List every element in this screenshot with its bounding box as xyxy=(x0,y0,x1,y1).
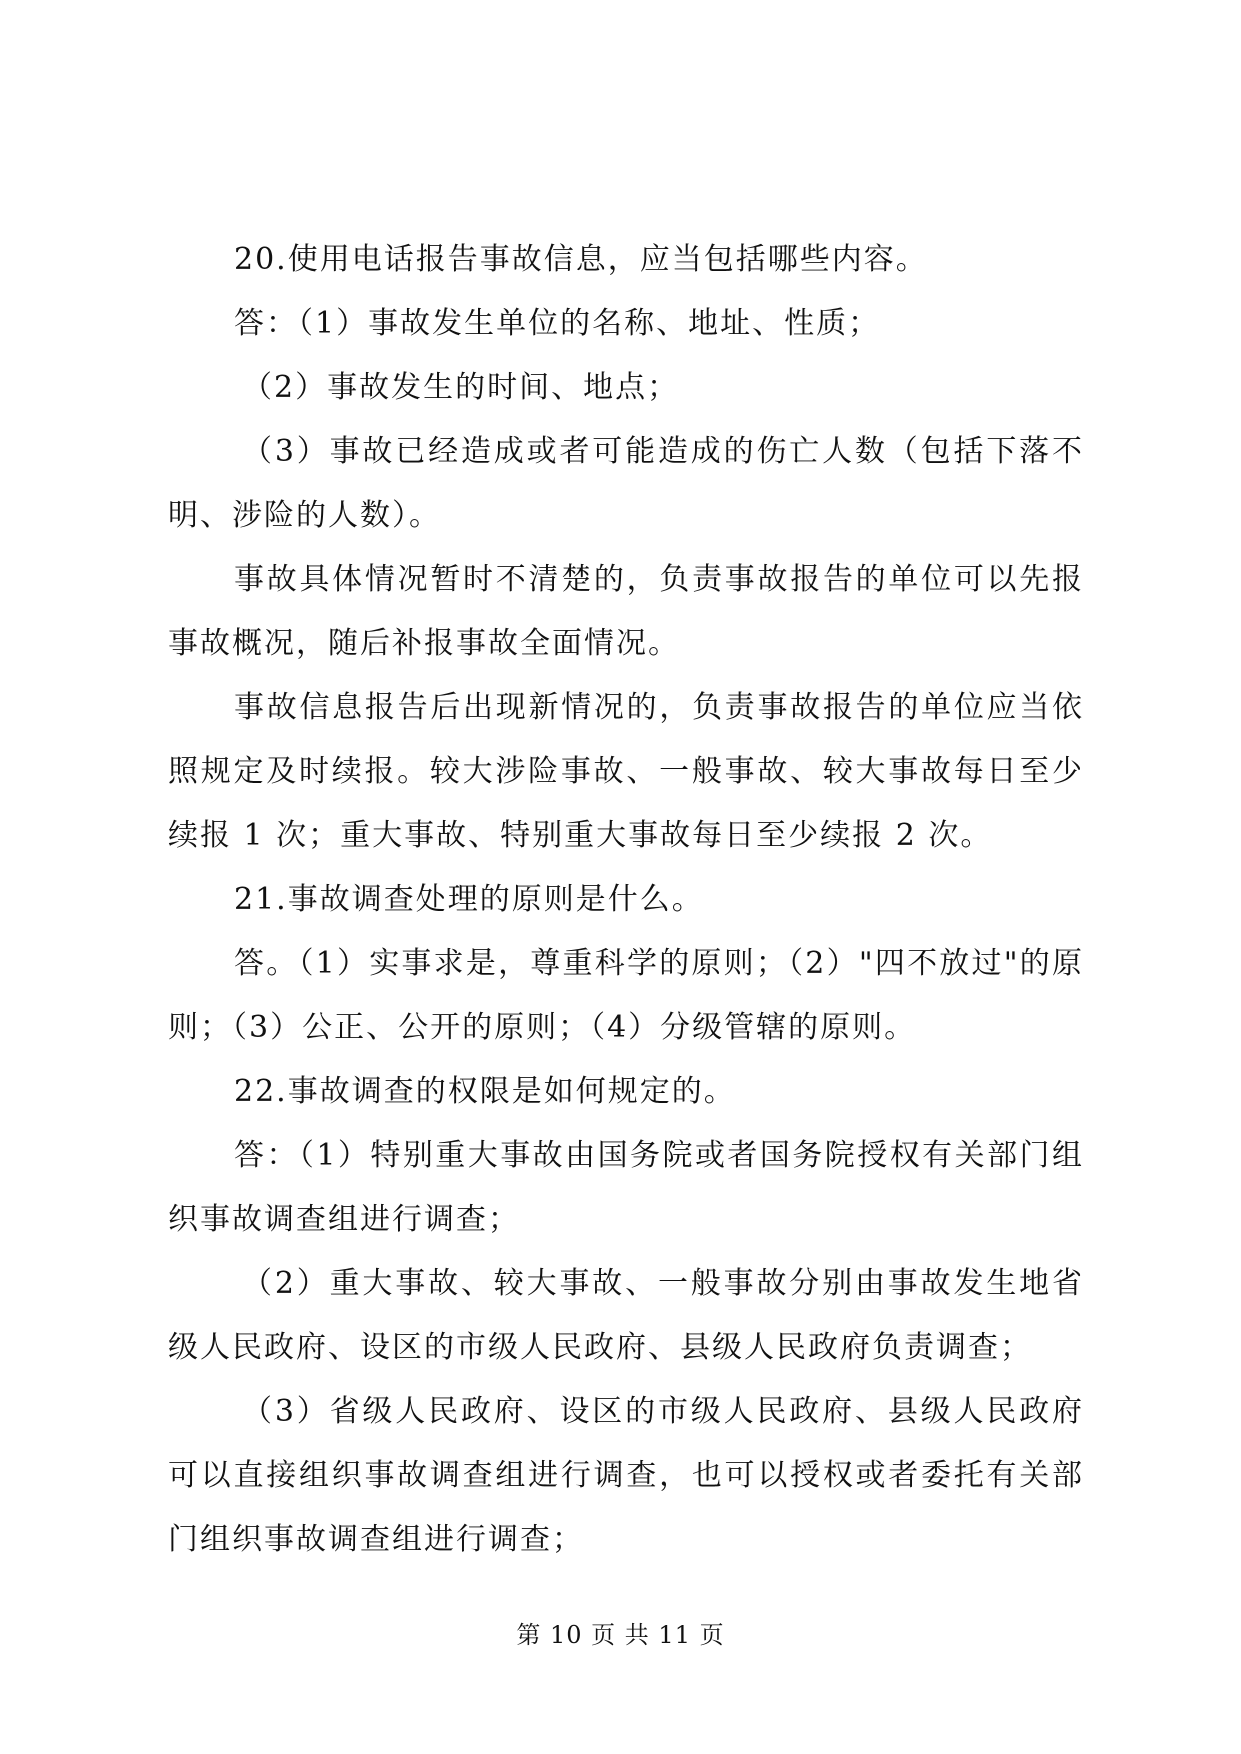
answer-20-item-1: 答：（1）事故发生单位的名称、地址、性质； xyxy=(234,306,881,341)
answer-20-note-1: 事故具体情况暂时不清楚的，负责事故报告的单位可以先报事故概况，随后补报事故全面情况。 xyxy=(168,562,1084,661)
answer-20-item-2: （2）事故发生的时间、地点； xyxy=(242,370,680,405)
question-20: 20.使用电话报告事故信息，应当包括哪些内容。 xyxy=(234,242,928,277)
answer-20-item-3: （3）事故已经造成或者可能造成的伤亡人数（包括下落不明、涉险的人数）。 xyxy=(168,434,1084,533)
page-number-footer: 第 10 页 共 11 页 xyxy=(516,1621,725,1649)
answer-22-item-2: （2）重大事故、较大事故、一般事故分别由事故发生地省级人民政府、设区的市级人民政府、县级人民政府负责调查； xyxy=(168,1266,1084,1365)
question-21: 21.事故调查处理的原则是什么。 xyxy=(234,882,704,917)
answer-22-item-1: 答：（1）特别重大事故由国务院或者国务院授权有关部门组织事故调查组进行调查； xyxy=(168,1138,1084,1237)
document-body xyxy=(168,228,1084,1572)
answer-20-note-2: 事故信息报告后出现新情况的，负责事故报告的单位应当依照规定及时续报。较大涉险事故、一般事故、较大事故每日至少续报 1 次；重大事故、特别重大事故每日至少续报 2 次。 xyxy=(168,690,1084,853)
answer-22-item-3: （3）省级人民政府、设区的市级人民政府、县级人民政府可以直接组织事故调查组进行调查，也可以授权或者委托有关部门组织事故调查组进行调查； xyxy=(168,1394,1084,1557)
question-22: 22.事故调查的权限是如何规定的。 xyxy=(234,1074,736,1109)
answer-21: 答。（1）实事求是，尊重科学的原则；（2）"四不放过"的原则；（3）公正、公开的原则；（4）分级管辖的原则。 xyxy=(168,946,1084,1045)
